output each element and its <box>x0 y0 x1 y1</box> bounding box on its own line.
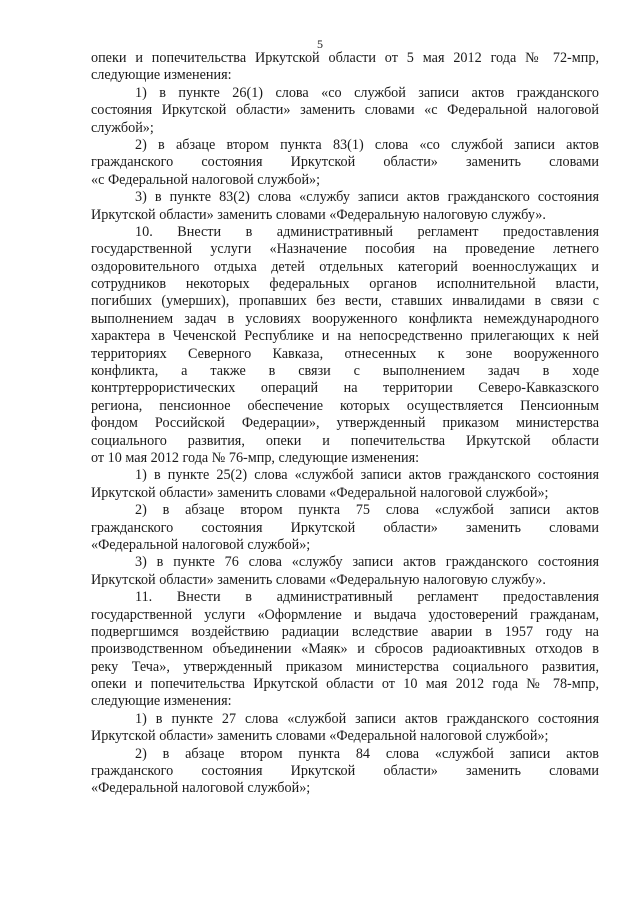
text-line: региона, пенсионное обеспечение которых осуществляется Пенсионным <box>91 397 599 414</box>
text-line: 2) в абзаце втором пункта 75 слова «службой записи актов <box>135 502 599 519</box>
text-line: Иркутской области» заменить словами «Федеральную налоговую службу». <box>91 206 546 223</box>
text-line: 11. Внести в административный регламент предоставления <box>135 589 599 606</box>
text-line: государственной услуги «Назначение пособия на проведение летнего <box>91 241 599 258</box>
text-line: производственном объединении «Маяк» и сбросов радиоактивных отходов в <box>91 641 599 658</box>
text-line: конфликта, а также в связи с выполнением задач в ходе <box>91 363 599 380</box>
text-line: состояния Иркутской области» заменить словами «с Федеральной налоговой <box>91 102 599 119</box>
text-line: службой»; <box>91 119 154 136</box>
text-line: сотрудников некоторых федеральных органов исполнительной власти, <box>91 276 599 293</box>
text-line: «Федеральной налоговой службой»; <box>91 780 311 797</box>
text-line: 1) в пункте 26(1) слова «со службой записи актов гражданского <box>135 84 599 101</box>
text-line: социального развития, опеки и попечительства Иркутской области <box>91 432 599 449</box>
text-line: 10. Внести в административный регламент предоставления <box>135 223 599 240</box>
text-line: Иркутской области» заменить словами «Федеральной налоговой службой»; <box>91 484 549 501</box>
text-line: следующие изменения: <box>91 67 232 84</box>
text-line: следующие изменения: <box>91 693 232 710</box>
text-line: гражданского состояния Иркутской области» заменить словами <box>91 154 599 171</box>
text-line: «с Федеральной налоговой службой»; <box>91 171 321 188</box>
text-line: 3) в пункте 83(2) слова «службу записи актов гражданского состояния <box>135 189 599 206</box>
text-line: гражданского состояния Иркутской области» заменить словами <box>91 519 599 536</box>
text-line: фондом Российской Федерации», утвержденный приказом министерства <box>91 415 599 432</box>
document-body <box>91 50 599 798</box>
text-line: характера в Чеченской Республике и на непосредственно прилегающих к ней <box>91 328 599 345</box>
text-line: опеки и попечительства Иркутской области от 10 мая 2012 года № 78-мпр, <box>91 676 599 693</box>
text-line: реку Теча», утвержденный приказом министерства социального развития, <box>91 658 599 675</box>
text-line: 3) в пункте 76 слова «службу записи актов гражданского состояния <box>135 554 599 571</box>
text-line: от 10 мая 2012 года № 76-мпр, следующие изменения: <box>91 449 420 466</box>
text-line: опеки и попечительства Иркутской области от 5 мая 2012 года № 72-мпр, <box>91 50 599 66</box>
text-line: «Федеральной налоговой службой»; <box>91 536 311 553</box>
text-line: 1) в пункте 27 слова «службой записи актов гражданского состояния <box>135 710 599 727</box>
text-line: 2) в абзаце втором пункта 83(1) слова «со службой записи актов <box>135 136 599 153</box>
text-line: территориях Северного Кавказа, отнесенных к зоне вооруженного <box>91 345 599 362</box>
text-line: выполнением задач в условиях вооруженного конфликта немеждународного <box>91 310 599 327</box>
text-line: государственной услуги «Оформление и выдача удостоверений гражданам, <box>91 606 599 623</box>
text-line: 1) в пункте 25(2) слова «службой записи актов гражданского состояния <box>135 467 599 484</box>
text-line: погибших (умерших), пропавших без вести, ставших инвалидами в связи с <box>91 293 599 310</box>
page-number: 5 <box>317 37 323 51</box>
text-line: Иркутской области» заменить словами «Федеральную налоговую службу». <box>91 571 546 588</box>
text-line: оздоровительного отдыха детей отдельных категорий военнослужащих и <box>91 258 599 275</box>
text-line: контртеррористических операций на территории Северо-Кавказского <box>91 380 599 397</box>
text-line: Иркутской области» заменить словами «Федеральной налоговой службой»; <box>91 728 549 745</box>
text-line: 2) в абзаце втором пункта 84 слова «службой записи актов <box>135 745 599 762</box>
text-line: подвергшимся воздействию радиации вследствие аварии в 1957 году на <box>91 623 599 640</box>
text-line: гражданского состояния Иркутской области» заменить словами <box>91 763 599 780</box>
